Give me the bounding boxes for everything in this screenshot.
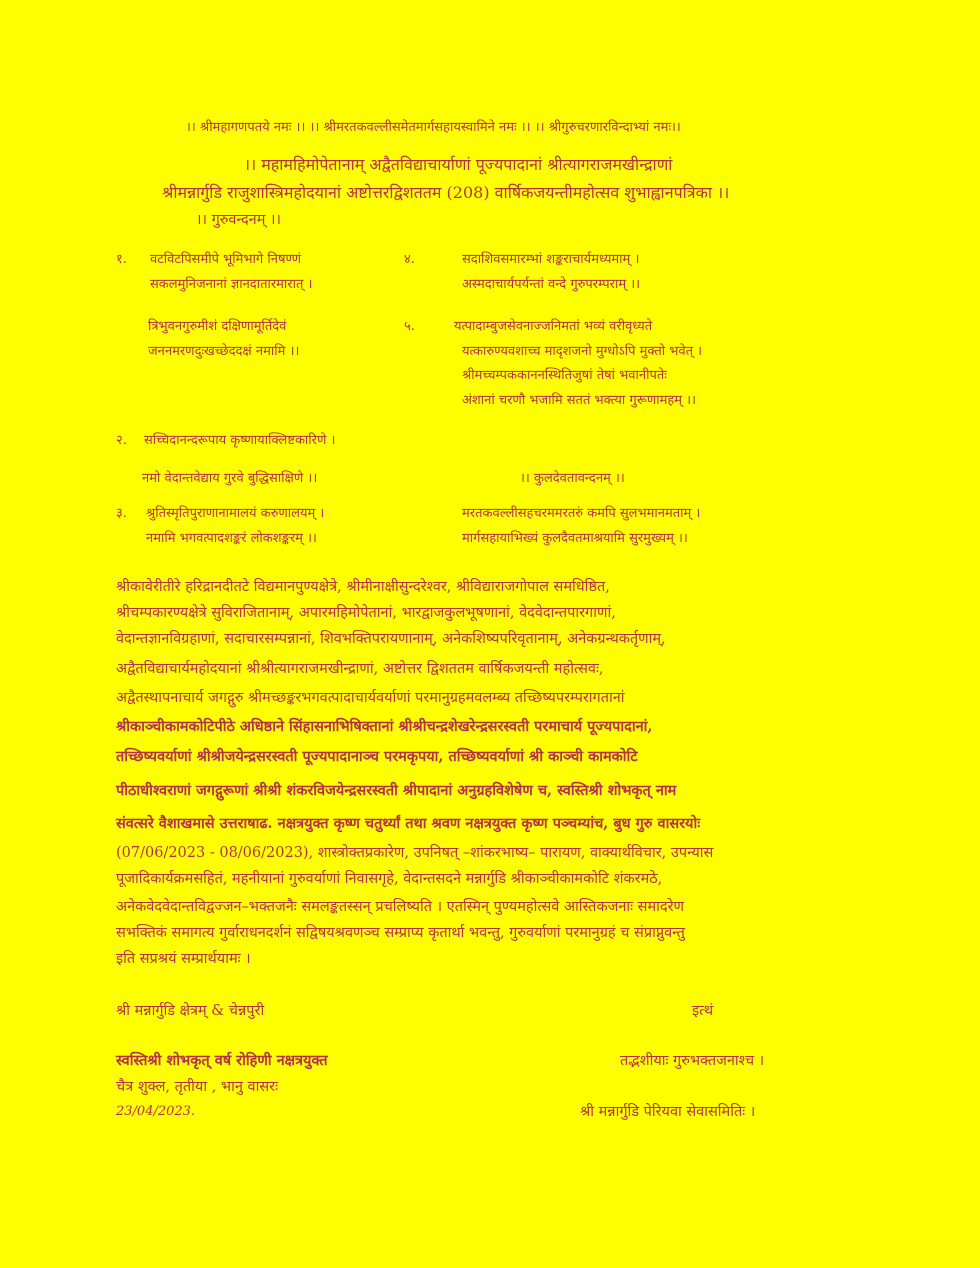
verse-5-number: ५.	[404, 319, 415, 334]
verse-line: जननमरणदुःखच्छेददक्षं नमामि ।।	[148, 344, 300, 359]
verse-line: यत्पादाम्बुजसेवनाज्जनिमतां भव्यं वरीवृध्यते	[454, 319, 653, 334]
verse-line: त्रिभुवनगुरुमीशं दक्षिणामूर्तिदेवं	[148, 319, 287, 334]
verse-3-number: ३.	[116, 506, 127, 521]
body-line: श्रीचम्पकारण्यक्षेत्रे सुविराजितानाम्, अपारमहिमोपेतानां, भारद्वाजकुलभूषणानां, वेदवेदान्तपारगाणां,	[116, 605, 616, 621]
heading-line-1: ।। महामहिमोपेतानाम् अद्वैतविद्याचार्याणां पूज्यपादानां श्रीत्यागराजमखीन्द्राणां	[244, 155, 673, 174]
verse-line: सच्चिदानन्दरूपाय कृष्णायाक्लिष्टकारिणे ।	[144, 433, 336, 448]
body-line: सभक्तिकं समागत्य गुर्वाराधनदर्शनं सद्विषयश्रवणञ्च सम्प्राप्य कृतार्था भवन्तु, गुरुवर्याणां परमानुग्रहं च संप्राप्नुवन्तु	[116, 925, 685, 941]
verse-line: सकलमुनिजनानां ज्ञानदातारमारात् ।	[150, 277, 313, 292]
body-line: तच्छिष्यवर्याणां श्रीश्रीजयेन्द्रसरस्वती पूज्यपादानाञ्च परमकृपया, तच्छिष्यवर्याणां श्री काञ्ची कामकोटि	[116, 748, 638, 765]
verse-line: मरतकवल्लीसहचरममरतरुं कमपि सुलभमानमताम् ।	[462, 506, 701, 521]
body-line: पूजादिकार्यक्रमसहितं, महनीयानां गुरुवर्याणां निवासगृहे, वेदान्तसदने मन्नार्गुडि श्रीकाञ्चीकामकोटि शंकरमठे,	[116, 871, 663, 887]
verse-line: अस्मदाचार्यपर्यन्तां वन्दे गुरुपरम्पराम् ।।	[462, 277, 641, 292]
invocations: ।। श्रीमहागणपतये नमः ।। ।। श्रीमरतकवल्लीसमेतमार्गसहायस्वामिने नमः ।। ।। श्रीगुरुचरणारविन्दाभ्यां नमः।।	[186, 120, 681, 135]
verse-line: नमो वेदान्तवेद्याय गुरवे बुद्धिसाक्षिणे ।।	[142, 471, 318, 486]
verse-line: मार्गसहायाभिख्यं कुलदैवतमाश्रयामि सुरमुख्यम् ।।	[462, 531, 688, 546]
body-line: श्रीकावेरीतीरे हरिद्रानदीतटे विद्यमानपुण्यक्षेत्रे, श्रीमीनाक्षीसुन्दरेश्वर, श्रीविद्याराजगोपाल समधिष्ठित,	[116, 579, 610, 595]
body-line: इति सप्रश्रयं सम्प्रार्थयामः ।	[116, 951, 251, 967]
body-line: संवत्सरे वैशाखमासे उत्तराषाढ. नक्षत्रयुक्त कृष्ण चतुर्थ्यां तथा श्रवण नक्षत्रयुक्त कृष्ण पञ्चम्यांच, बुध गुरु वासरयोः	[116, 815, 701, 832]
footer-place: श्री मन्नार्गुडि क्षेत्रम् & चेन्नपुरी	[116, 1003, 265, 1019]
verse-2-number: २.	[116, 433, 127, 448]
footer-date-line-2: चैत्र शुक्ल, तृतीया , भानु वासरः	[116, 1079, 278, 1095]
heading-line-2: श्रीमन्नार्गुडि राजुशास्त्रिमहोदयानां अष्टोत्तरद्विशततम (208) वार्षिकजयन्तीमहोत्सव शुभाह्वानपत्रिका ।।	[162, 183, 730, 202]
footer-date: 23/04/2023.	[116, 1104, 196, 1119]
body-line: (07/06/2023 - 08/06/2023), शास्त्रोक्तप्रकारेण, उपनिषत् –शांकरभाष्य– पारायण, वाक्यार्थविचार, उपन्यास	[116, 845, 714, 861]
verse-line: श्रीमच्चम्पककाननस्थितिजुषां तेषां भवानीपतेः	[462, 368, 667, 383]
footer-committee: श्री मन्नार्गुडि पेरियवा सेवासमितिः ।	[580, 1104, 756, 1120]
verse-line: अंशानां चरणौ भजामि सततं भक्त्या गुरूणामहम् ।।	[462, 393, 697, 408]
guruvandanam-title: ।। गुरुवन्दनम् ।।	[196, 212, 281, 228]
verse-line: नमामि भगवत्पादशङ्करं लोकशङ्करम् ।।	[146, 531, 317, 546]
footer-date-line-1: स्वस्तिश्री शोभकृत् वर्ष रोहिणी नक्षत्रयुक्त	[116, 1052, 328, 1069]
verse-line: सदाशिवसमारम्भां शङ्कराचार्यमध्यमाम् ।	[462, 252, 640, 267]
body-line: अद्वैतस्थापनाचार्य जगद्गुरु श्रीमच्छङ्करभगवत्पादाचार्यवर्याणां परमानुग्रहमवलम्ब्य तच्छिष्यपरम्परागतानां	[116, 690, 625, 706]
footer-ittham: इत्थं	[692, 1003, 714, 1019]
body-line: श्रीकाञ्चीकामकोटिपीठे अधिष्ठाने सिंहासनाभिषिक्तानां श्रीश्रीचन्द्रशेखरेन्द्रसरस्वती परमाचार्य पूज्यपादानां,	[116, 718, 653, 735]
verse-line: यत्कारुण्यवशाच्च मादृशजनो मुग्धोऽपि मुक्तो भवेत् ।	[462, 344, 703, 359]
body-line: वेदान्तज्ञानविग्रहाणां, सदाचारसम्पन्नानां, शिवभक्तिपरायणानाम्, अनेकशिष्यपरिवृतानाम्, अनेकग्रन्थकर्तृणाम्,	[116, 631, 666, 647]
verse-4-number: ४.	[404, 252, 415, 267]
footer-devotees: तद्भशीयाः गुरुभक्तजनाश्च ।	[620, 1053, 765, 1069]
verse-line: वटविटपिसमीपे भूमिभागे निषण्णं	[150, 252, 302, 267]
body-line: अद्वैतविद्याचार्यमहोदयानां श्रीश्रीत्यागराजमखीन्द्राणां, अष्टोत्तर द्विशततम वार्षिकजयन्ती महोत्सवः,	[116, 661, 604, 677]
verse-line: श्रुतिस्मृतिपुराणानामालयं करुणालयम् ।	[146, 506, 325, 521]
verse-1-number: १.	[116, 252, 127, 267]
body-line: अनेकवेदवेदान्तविद्वज्जन–भक्तजनैः समलङ्कतस्सन् प्रचलिष्यति । एतस्मिन् पुण्यमहोत्सवे आस्तिकजनाः समादरेण	[116, 899, 685, 915]
kuladevata-title: ।। कुलदेवतावन्दनम् ।।	[520, 471, 625, 486]
body-line: पीठाधीश्वराणां जगद्गुरूणां श्रीश्री शंकरविजयेन्द्रसरस्वती श्रीपादानां अनुग्रहविशेषेण च, स्वस्तिश्री शोभकृत् नाम	[116, 782, 677, 799]
